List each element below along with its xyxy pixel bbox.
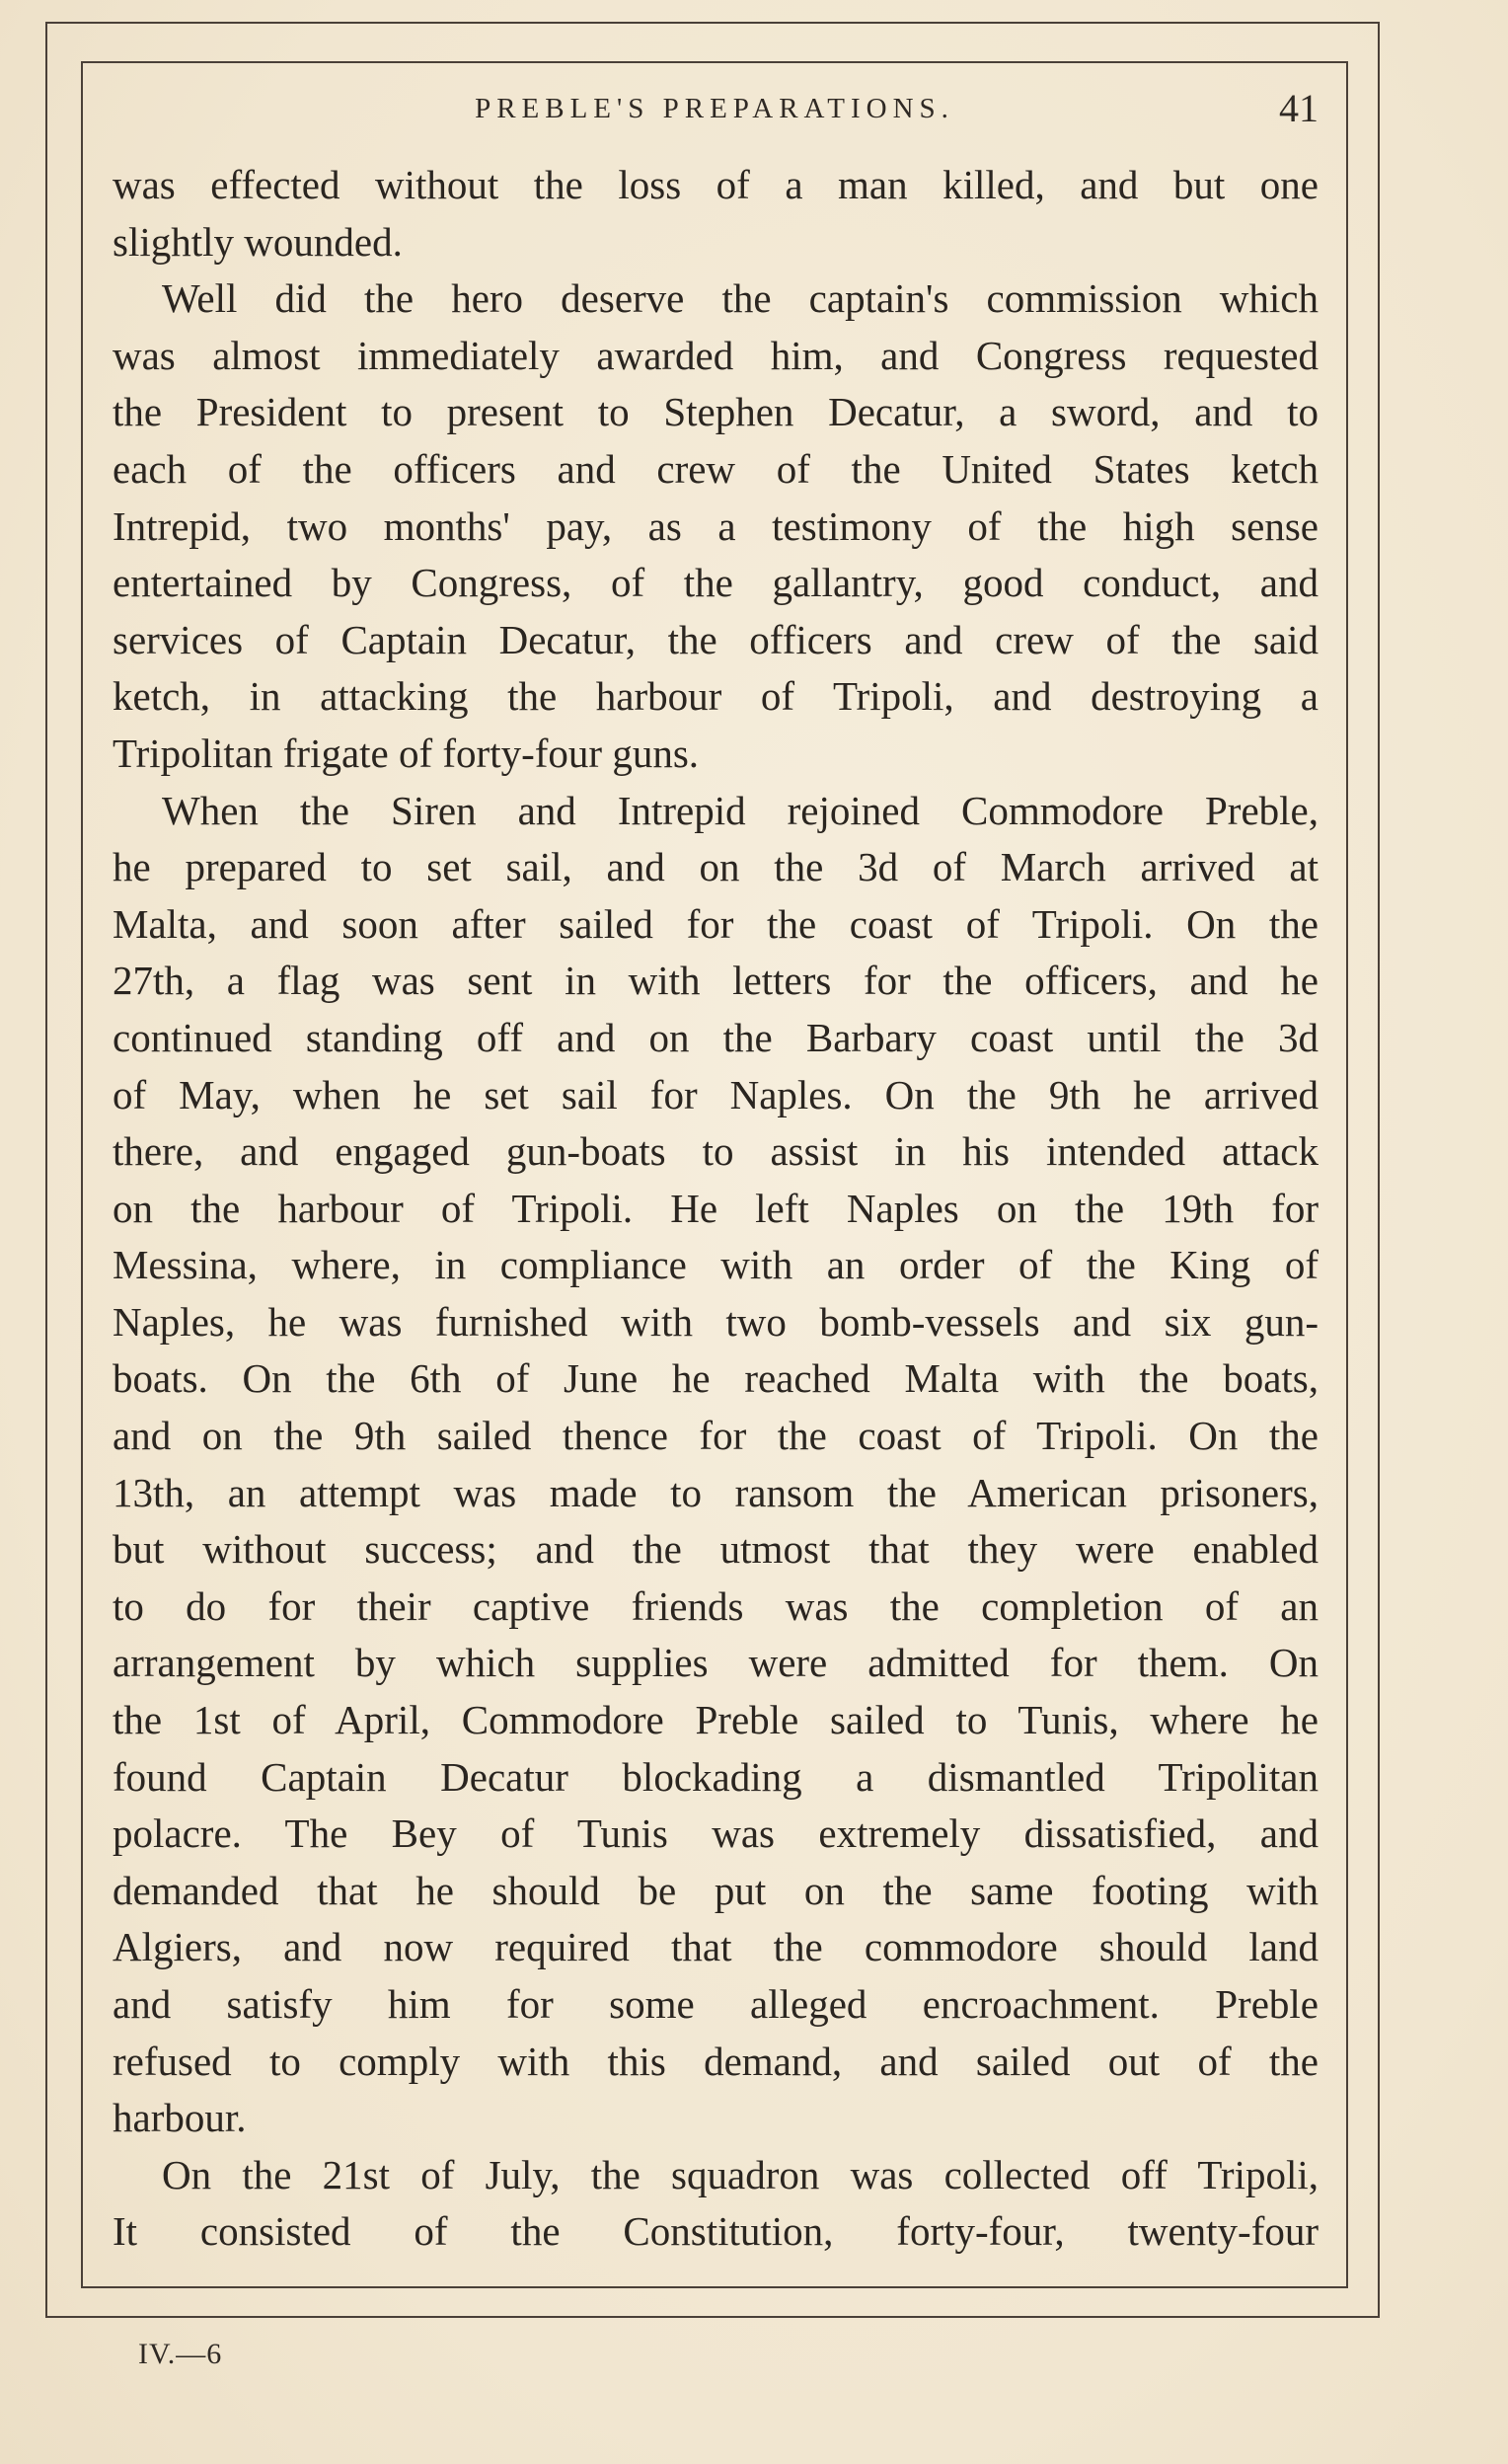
- outer-rule-top: [45, 22, 1380, 24]
- text-line: on the harbour of Tripoli. He left Naples on the 19th for: [113, 1185, 1319, 1231]
- text-line: Intrepid, two months' pay, as a testimony of the high sense: [113, 502, 1319, 549]
- outer-rule-bottom: [45, 2316, 1380, 2318]
- running-head: PREBLE'S PREPARATIONS.: [475, 93, 954, 124]
- text-line: refused to comply with this demand, and sailed out of the: [113, 2038, 1319, 2084]
- text-line: each of the officers and crew of the United States ketch: [113, 445, 1319, 492]
- page-header: [81, 85, 1348, 144]
- text-line: Well did the hero deserve the captain's commission which: [162, 275, 1319, 322]
- text-line: entertained by Congress, of the gallantry, good conduct, and: [113, 560, 1319, 606]
- outer-rule-right: [1378, 22, 1380, 2318]
- text-line: and satisfy him for some alleged encroachment. Preble: [113, 1981, 1319, 2027]
- text-line: harbour.: [113, 2095, 247, 2141]
- text-line: was effected without the loss of a man killed, and but one: [113, 162, 1319, 207]
- text-line: he prepared to set sail, and on the 3d of March arrived at: [113, 844, 1319, 890]
- text-line: of May, when he set sail for Naples. On the 9th he arrived: [113, 1071, 1319, 1117]
- text-line: Algiers, and now required that the commodore should land: [113, 1924, 1319, 1970]
- outer-rule-left: [45, 22, 47, 2318]
- text-line: services of Captain Decatur, the officers and crew of the said: [113, 616, 1319, 662]
- text-line: Tripolitan frigate of forty-four guns.: [113, 730, 700, 776]
- text-line: 13th, an attempt was made to ransom the American prisoners,: [113, 1469, 1319, 1515]
- text-line: was almost immediately awarded him, and Congress requested: [113, 332, 1319, 378]
- text-line: Messina, where, in compliance with an order of the King of: [113, 1242, 1319, 1288]
- text-line: there, and engaged gun-boats to assist in his intended attack: [113, 1128, 1319, 1175]
- text-line: arrangement by which supplies were admitted for them. On: [113, 1640, 1319, 1686]
- text-line: 27th, a flag was sent in with letters for the officers, and he: [113, 958, 1319, 1004]
- text-line: the 1st of April, Commodore Preble sailed to Tunis, where he: [113, 1697, 1319, 1743]
- page-number: 41: [1279, 86, 1319, 130]
- text-line: the President to present to Stephen Decatur, a sword, and to: [113, 389, 1319, 435]
- text-line: and on the 9th sailed thence for the coast of Tripoli. On the: [113, 1413, 1319, 1459]
- text-line: demanded that he should be put on the same footing with: [113, 1867, 1319, 1913]
- text-line: continued standing off and on the Barbary coast until the 3d: [113, 1014, 1319, 1060]
- text-line: slightly wounded.: [113, 218, 403, 265]
- text-line: boats. On the 6th of June he reached Malta with the boats,: [113, 1355, 1319, 1402]
- text-line: Malta, and soon after sailed for the coast of Tripoli. On the: [113, 900, 1319, 947]
- text-line: found Captain Decatur blockading a dismantled Tripolitan: [113, 1753, 1319, 1800]
- body-text: [113, 157, 1319, 2261]
- text-line: When the Siren and Intrepid rejoined Commodore Preble,: [162, 787, 1319, 833]
- text-line: to do for their captive friends was the completion of an: [113, 1582, 1319, 1629]
- text-line: On the 21st of July, the squadron was collected off Tripoli,: [162, 2151, 1319, 2197]
- text-line: ketch, in attacking the harbour of Tripoli, and destroying a: [113, 673, 1319, 720]
- text-line: polacre. The Bey of Tunis was extremely dissatisfied, and: [113, 1810, 1319, 1857]
- signature-mark: IV.—6: [138, 2338, 223, 2370]
- text-line: but without success; and the utmost that they were enabled: [113, 1526, 1319, 1573]
- text-line: Naples, he was furnished with two bomb-vessels and six gun-: [113, 1298, 1319, 1345]
- text-line: It consisted of the Constitution, forty-four, twenty-four: [113, 2208, 1319, 2255]
